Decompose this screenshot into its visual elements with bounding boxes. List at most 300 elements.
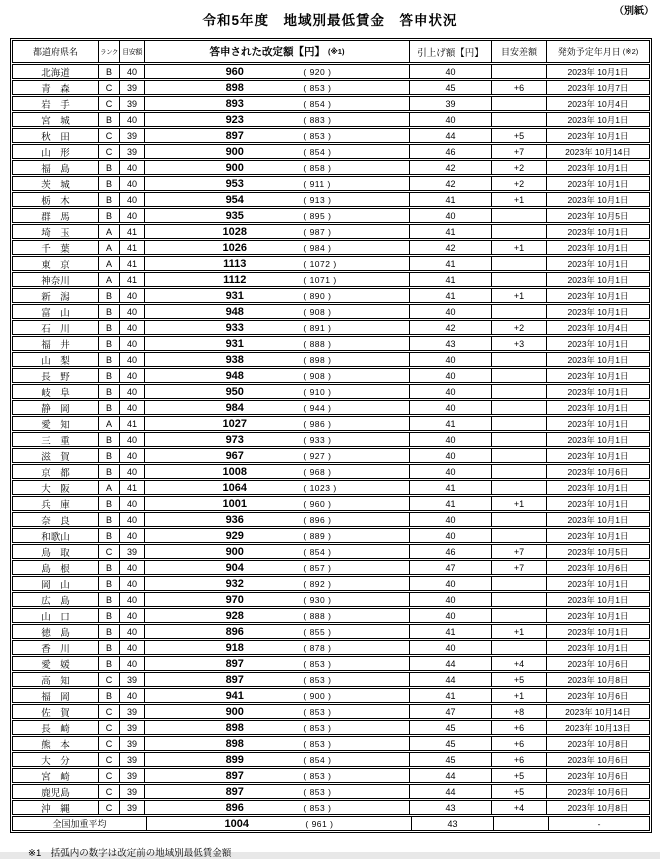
guideline-diff: +8 (492, 705, 547, 718)
guideline-diff: +1 (492, 497, 547, 510)
revised-amount-cell (145, 305, 410, 318)
effective-date: 2023年 10月1日 (567, 514, 629, 525)
previous-amount: ( 913 ) (303, 194, 332, 205)
revised-amount-cell (145, 545, 410, 558)
raise-amount: 45 (410, 721, 492, 734)
effective-date: 2023年 10月1日 (567, 498, 629, 509)
revised-amount: 1112 (223, 273, 247, 286)
prefecture-name: 福 岡 (13, 689, 99, 702)
rank-value: B (99, 561, 120, 574)
previous-amount: ( 858 ) (303, 162, 332, 173)
effective-date: 2023年 10月14日 (565, 146, 631, 157)
corner-note: （別紙） (614, 6, 654, 17)
header-revised-note: (※1) (328, 47, 345, 56)
revised-amount: 1008 (222, 465, 247, 478)
revised-amount-cell (145, 657, 410, 670)
table-row (12, 640, 650, 655)
revised-amount: 923 (225, 113, 244, 126)
raise-amount: 41 (410, 225, 492, 238)
prefecture-name: 東 京 (13, 257, 99, 270)
rank-value: B (99, 497, 120, 510)
revised-amount: 898 (225, 721, 244, 734)
previous-amount: ( 854 ) (303, 546, 332, 557)
effective-date: 2023年 10月1日 (567, 386, 629, 397)
prefecture-name: 宮 城 (13, 113, 99, 126)
rank-value: A (99, 225, 120, 238)
revised-amount: 928 (225, 609, 244, 622)
rank-value: A (99, 257, 120, 270)
raise-amount: 40 (410, 385, 492, 398)
table-row (12, 496, 650, 511)
guideline-value: 40 (120, 641, 145, 654)
raise-amount: 40 (410, 593, 492, 606)
raise-amount: 40 (410, 641, 492, 654)
previous-amount: ( 853 ) (303, 802, 332, 813)
revised-amount: 931 (225, 289, 244, 302)
prefecture-name: 岐 阜 (13, 385, 99, 398)
guideline-diff (492, 609, 547, 622)
effective-date: 2023年 10月1日 (567, 226, 629, 237)
guideline-value: 40 (120, 321, 145, 334)
rank-value: B (99, 305, 120, 318)
raise-amount: 42 (410, 241, 492, 254)
previous-amount: ( 853 ) (303, 770, 332, 781)
revised-amount-cell (145, 689, 410, 702)
previous-amount: ( 883 ) (303, 114, 332, 125)
revised-amount-cell (145, 481, 410, 494)
rank-value: C (99, 129, 120, 142)
raise-amount: 47 (410, 561, 492, 574)
table-row (12, 352, 650, 367)
revised-amount: 896 (225, 625, 244, 638)
rank-value: B (99, 433, 120, 446)
effective-date: 2023年 10月1日 (567, 370, 629, 381)
effective-date: 2023年 10月8日 (567, 802, 629, 813)
revised-amount-cell (145, 609, 410, 622)
prefecture-name: 山 口 (13, 609, 99, 622)
table-row (12, 608, 650, 623)
prefecture-name: 兵 庫 (13, 497, 99, 510)
guideline-diff: +5 (492, 785, 547, 798)
raise-amount: 39 (410, 97, 492, 110)
prefecture-name: 青 森 (13, 81, 99, 94)
guideline-diff: +6 (492, 753, 547, 766)
revised-amount: 948 (225, 305, 244, 318)
rank-value: C (99, 801, 120, 814)
revised-amount-cell (145, 513, 410, 526)
previous-amount: ( 855 ) (303, 626, 332, 637)
table-row (12, 96, 650, 111)
table-row (12, 560, 650, 575)
guideline-diff: +3 (492, 337, 547, 350)
rank-value: B (99, 321, 120, 334)
effective-date: 2023年 10月1日 (567, 114, 629, 125)
effective-date: 2023年 10月4日 (567, 98, 629, 109)
previous-amount: ( 854 ) (303, 98, 332, 109)
guideline-diff: +1 (492, 625, 547, 638)
rank-value: B (99, 513, 120, 526)
rank-value: C (99, 145, 120, 158)
revised-amount-cell (145, 801, 410, 814)
previous-amount: ( 895 ) (303, 210, 332, 221)
guideline-diff: +2 (492, 161, 547, 174)
guideline-diff (492, 209, 547, 222)
guideline-value: 40 (120, 369, 145, 382)
revised-amount-cell (145, 705, 410, 718)
guideline-diff: +5 (492, 129, 547, 142)
guideline-diff (492, 369, 547, 382)
rank-value: B (99, 337, 120, 350)
guideline-value: 41 (120, 481, 145, 494)
guideline-value: 39 (120, 737, 145, 750)
raise-amount: 42 (410, 177, 492, 190)
effective-date: 2023年 10月6日 (567, 690, 629, 701)
revised-amount-cell (145, 753, 410, 766)
raise-amount: 41 (410, 481, 492, 494)
table-row (12, 320, 650, 335)
revised-amount-cell (145, 641, 410, 654)
previous-amount: ( 853 ) (303, 706, 332, 717)
prefecture-name: 栃 木 (13, 193, 99, 206)
rank-value: B (99, 369, 120, 382)
table-row (12, 368, 650, 383)
raise-amount: 41 (410, 497, 492, 510)
raise-amount: 40 (410, 449, 492, 462)
summary-raise-amount: 43 (412, 817, 494, 830)
revised-amount: 1027 (222, 417, 247, 430)
header-revised-amount (145, 41, 410, 62)
revised-amount: 932 (225, 577, 244, 590)
revised-amount: 936 (225, 513, 244, 526)
raise-amount: 44 (410, 673, 492, 686)
guideline-diff (492, 433, 547, 446)
guideline-diff (492, 385, 547, 398)
raise-amount: 46 (410, 545, 492, 558)
effective-date: 2023年 10月1日 (567, 306, 629, 317)
header-rank: ランク (99, 41, 120, 62)
guideline-value: 40 (120, 625, 145, 638)
guideline-diff: +5 (492, 769, 547, 782)
table-row (12, 752, 650, 767)
revised-amount: 900 (225, 145, 244, 158)
guideline-value: 39 (120, 129, 145, 142)
raise-amount: 41 (410, 689, 492, 702)
previous-amount: ( 944 ) (303, 402, 332, 413)
rank-value: B (99, 209, 120, 222)
raise-amount: 41 (410, 257, 492, 270)
guideline-diff: +2 (492, 321, 547, 334)
guideline-value: 40 (120, 305, 145, 318)
header-effective-label: 発効予定年月日 (557, 47, 621, 57)
guideline-diff (492, 481, 547, 494)
guideline-diff (492, 529, 547, 542)
raise-amount: 46 (410, 145, 492, 158)
table-row (12, 240, 650, 255)
header-effective-date (547, 41, 649, 62)
rank-value: B (99, 641, 120, 654)
table-row (12, 336, 650, 351)
raise-amount: 45 (410, 737, 492, 750)
table-row (12, 688, 650, 703)
revised-amount: 897 (225, 785, 244, 798)
revised-amount: 984 (225, 401, 244, 414)
previous-amount: ( 1071 ) (303, 274, 337, 285)
table-row (12, 64, 650, 79)
table-row (12, 192, 650, 207)
summary-row (12, 816, 650, 831)
table-header-row (12, 40, 650, 63)
revised-amount-cell (145, 593, 410, 606)
revised-amount-cell (145, 353, 410, 366)
previous-amount: ( 892 ) (303, 578, 332, 589)
previous-amount: ( 853 ) (303, 130, 332, 141)
prefecture-name: 香 川 (13, 641, 99, 654)
guideline-value: 39 (120, 721, 145, 734)
revised-amount-cell (145, 673, 410, 686)
guideline-diff (492, 353, 547, 366)
revised-amount: 900 (225, 161, 244, 174)
raise-amount: 45 (410, 753, 492, 766)
revised-amount: 1113 (223, 257, 247, 270)
guideline-diff: +4 (492, 801, 547, 814)
rank-value: A (99, 417, 120, 430)
revised-amount: 897 (225, 673, 244, 686)
previous-amount: ( 890 ) (303, 290, 332, 301)
revised-amount-cell (145, 129, 410, 142)
guideline-diff: +7 (492, 561, 547, 574)
rank-value: C (99, 769, 120, 782)
table-row (12, 416, 650, 431)
previous-amount: ( 888 ) (303, 338, 332, 349)
rank-value: B (99, 113, 120, 126)
guideline-diff (492, 449, 547, 462)
previous-amount: ( 986 ) (303, 418, 332, 429)
table-row (12, 432, 650, 447)
effective-date: 2023年 10月1日 (567, 66, 629, 77)
guideline-value: 39 (120, 801, 145, 814)
rank-value: B (99, 193, 120, 206)
summary-label: 全国加重平均 (13, 817, 147, 830)
prefecture-name: 愛 媛 (13, 657, 99, 670)
rank-value: B (99, 465, 120, 478)
guideline-value: 40 (120, 513, 145, 526)
guideline-value: 40 (120, 449, 145, 462)
revised-amount: 897 (225, 657, 244, 670)
rank-value: B (99, 65, 120, 78)
prefecture-name: 滋 賀 (13, 449, 99, 462)
previous-amount: ( 910 ) (303, 386, 332, 397)
raise-amount: 40 (410, 609, 492, 622)
revised-amount-cell (145, 625, 410, 638)
previous-amount: ( 984 ) (303, 242, 332, 253)
previous-amount: ( 853 ) (303, 674, 332, 685)
effective-date: 2023年 10月1日 (567, 434, 629, 445)
header-guideline: 目安額 (120, 41, 145, 62)
guideline-diff: +5 (492, 673, 547, 686)
effective-date: 2023年 10月6日 (567, 562, 629, 573)
prefecture-name: 静 岡 (13, 401, 99, 414)
table-row (12, 672, 650, 687)
rank-value: C (99, 81, 120, 94)
table-row (12, 128, 650, 143)
prefecture-name: 北海道 (13, 65, 99, 78)
effective-date: 2023年 10月1日 (567, 354, 629, 365)
guideline-diff: +7 (492, 545, 547, 558)
guideline-diff (492, 513, 547, 526)
guideline-value: 41 (120, 273, 145, 286)
table-row (12, 224, 650, 239)
prefecture-name: 熊 本 (13, 737, 99, 750)
summary-guideline-diff (494, 817, 549, 830)
effective-date: 2023年 10月1日 (567, 242, 629, 253)
effective-date: 2023年 10月1日 (567, 578, 629, 589)
revised-amount-cell (145, 465, 410, 478)
guideline-diff: +6 (492, 737, 547, 750)
revised-amount-cell (145, 65, 410, 78)
prefecture-name: 徳 島 (13, 625, 99, 638)
raise-amount: 40 (410, 353, 492, 366)
raise-amount: 44 (410, 785, 492, 798)
guideline-value: 39 (120, 673, 145, 686)
prefecture-name: 広 島 (13, 593, 99, 606)
previous-amount: ( 898 ) (303, 354, 332, 365)
prefecture-name: 石 川 (13, 321, 99, 334)
revised-amount-cell (145, 385, 410, 398)
table-row (12, 768, 650, 783)
prefecture-name: 神奈川 (13, 273, 99, 286)
effective-date: 2023年 10月1日 (567, 482, 629, 493)
raise-amount: 43 (410, 801, 492, 814)
raise-amount: 47 (410, 705, 492, 718)
revised-amount: 897 (225, 129, 244, 142)
guideline-diff: +4 (492, 657, 547, 670)
raise-amount: 42 (410, 161, 492, 174)
raise-amount: 40 (410, 513, 492, 526)
rank-value: A (99, 273, 120, 286)
raise-amount: 40 (410, 433, 492, 446)
guideline-value: 40 (120, 497, 145, 510)
rank-value: B (99, 177, 120, 190)
prefecture-name: 和歌山 (13, 529, 99, 542)
table-row (12, 304, 650, 319)
previous-amount: ( 853 ) (303, 738, 332, 749)
guideline-diff (492, 417, 547, 430)
guideline-diff (492, 113, 547, 126)
revised-amount: 899 (225, 753, 244, 766)
guideline-value: 39 (120, 81, 145, 94)
raise-amount: 43 (410, 337, 492, 350)
guideline-value: 39 (120, 97, 145, 110)
rank-value: A (99, 241, 120, 254)
effective-date: 2023年 10月1日 (567, 402, 629, 413)
effective-date: 2023年 10月14日 (565, 706, 631, 717)
page-title: 令和5年度 地域別最低賃金 答申状況 (202, 13, 458, 28)
guideline-value: 40 (120, 657, 145, 670)
previous-amount: ( 878 ) (303, 642, 332, 653)
previous-amount: ( 900 ) (303, 690, 332, 701)
guideline-diff (492, 97, 547, 110)
rank-value: C (99, 673, 120, 686)
rank-value: C (99, 97, 120, 110)
guideline-value: 40 (120, 577, 145, 590)
effective-date: 2023年 10月1日 (567, 290, 629, 301)
raise-amount: 41 (410, 625, 492, 638)
previous-amount: ( 968 ) (303, 466, 332, 477)
rank-value: B (99, 625, 120, 638)
prefecture-name: 宮 崎 (13, 769, 99, 782)
guideline-value: 40 (120, 193, 145, 206)
revised-amount: 1001 (222, 497, 247, 510)
guideline-diff (492, 593, 547, 606)
revised-amount: 960 (225, 65, 244, 78)
table-row (12, 288, 650, 303)
raise-amount: 44 (410, 769, 492, 782)
revised-amount: 896 (225, 801, 244, 814)
revised-amount: 973 (225, 433, 244, 446)
revised-amount-cell (145, 785, 410, 798)
guideline-value: 40 (120, 593, 145, 606)
guideline-diff: +7 (492, 145, 547, 158)
revised-amount-cell (145, 337, 410, 350)
guideline-diff (492, 465, 547, 478)
rank-value: C (99, 545, 120, 558)
previous-amount: ( 927 ) (303, 450, 332, 461)
previous-amount: ( 853 ) (303, 658, 332, 669)
raise-amount: 44 (410, 129, 492, 142)
effective-date: 2023年 10月1日 (567, 594, 629, 605)
revised-amount-cell (145, 433, 410, 446)
table-row (12, 272, 650, 287)
revised-amount-cell (145, 81, 410, 94)
table-row (12, 528, 650, 543)
table-row (12, 544, 650, 559)
table-row (12, 736, 650, 751)
raise-amount: 40 (410, 65, 492, 78)
table-row (12, 448, 650, 463)
guideline-value: 40 (120, 529, 145, 542)
rank-value: C (99, 721, 120, 734)
guideline-value: 40 (120, 177, 145, 190)
guideline-value: 40 (120, 689, 145, 702)
table-row (12, 384, 650, 399)
header-guideline-diff: 目安差額 (492, 41, 547, 62)
rank-value: C (99, 753, 120, 766)
revised-amount: 935 (225, 209, 244, 222)
table-row (12, 800, 650, 815)
prefecture-name: 秋 田 (13, 129, 99, 142)
header-prefecture: 都道府県名 (13, 41, 99, 62)
prefecture-name: 佐 賀 (13, 705, 99, 718)
rank-value: B (99, 289, 120, 302)
footnote: ※1 括弧内の数字は改定前の地域別最低賃金額 (28, 848, 232, 859)
previous-amount: ( 960 ) (303, 498, 332, 509)
table-row (12, 176, 650, 191)
revised-amount-cell (145, 177, 410, 190)
revised-amount-cell (145, 417, 410, 430)
guideline-value: 40 (120, 561, 145, 574)
revised-amount: 898 (225, 81, 244, 94)
effective-date: 2023年 10月6日 (567, 786, 629, 797)
summary-previous-amount: ( 961 ) (305, 818, 334, 829)
revised-amount-cell (145, 737, 410, 750)
guideline-value: 39 (120, 753, 145, 766)
raise-amount: 40 (410, 577, 492, 590)
raise-amount: 40 (410, 369, 492, 382)
revised-amount: 898 (225, 737, 244, 750)
revised-amount-cell (145, 161, 410, 174)
prefecture-name: 新 潟 (13, 289, 99, 302)
effective-date: 2023年 10月1日 (567, 258, 629, 269)
